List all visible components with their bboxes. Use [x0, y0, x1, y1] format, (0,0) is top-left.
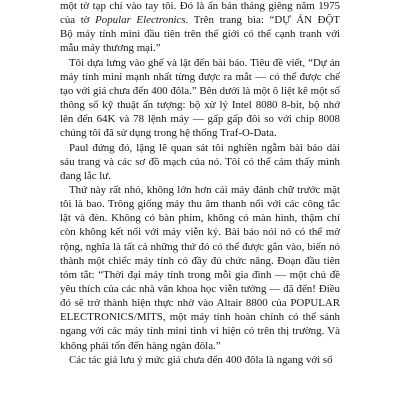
text-run: máy tính mini mạnh nhất từng được ra mắt — có thể được chế [60, 70, 340, 83]
text-line [60, 255, 340, 268]
text-run: . Trên trang bìa: “DỰ ÁN ĐỘT [185, 14, 340, 27]
text-run: thành một chiếc máy tính có đầy đủ chức năng. Đoạn đầu tiên [60, 254, 340, 267]
text-run: còn không kết nối với máy viễn ký. Bài báo nói nó có thể mở [60, 226, 340, 239]
text-run: chúng tôi đã sử dụng trong hệ thống Traf-O-Data. [60, 127, 277, 140]
text-run: thông số kỹ thuật ấn tượng: bộ xử lý Intel 8080 8-bit, bộ nhớ [60, 99, 340, 112]
text-run: đang lắc lư. [60, 169, 111, 182]
text-run: rộng, nghĩa là tất cả những thứ đó có thể được gắn vào, biến nó [60, 240, 340, 253]
text-line [69, 57, 340, 70]
text-run: đó sẽ trở thành hiện thực nhờ vào Altair 8800 của POPULAR [60, 297, 340, 310]
text-run: Thứ này rất nhỏ, không lớn hơn cái máy đánh chữ trước mặt [69, 183, 340, 196]
text-run: của tờ [60, 14, 96, 27]
text-run: sáu trang và các sơ đồ mạch của nó. Tôi có thể cảm thấy mình [60, 155, 340, 168]
text-line [60, 283, 340, 296]
text-line [60, 99, 340, 112]
text-line [60, 297, 340, 310]
text-run: tôi là bao. Trông giống máy thu âm thanh nổi với các công tắc [60, 198, 340, 211]
text-line [60, 156, 340, 169]
text-run: yêu thích của các nhà văn khoa học viễn tưởng — đã đến! Điều [60, 283, 340, 295]
text-run: ELECTRONICS/MITS, một máy tính hoàn chỉnh có thể sánh [60, 311, 340, 324]
text-line [60, 28, 340, 41]
text-run: Các tác giả lưu ý mức giá chưa đến 400 đôla là ngang với số [69, 353, 333, 366]
text-run: Tôi dựa lưng vào ghế và lật đến bài báo. Tiêu đề viết, “Dự án [69, 56, 340, 69]
text-run: tạo với giá chưa đến 400 đôla.” Bên dưới là một ô liệt kê một số [60, 84, 340, 97]
text-run: tóm tắt: “Thời đại máy tính trong mỗi gia đình — một chủ đề [60, 268, 340, 281]
text-line [60, 226, 340, 239]
text-line [60, 14, 340, 27]
text-run: Paul đứng đó, lặng lẽ quan sát tôi nghiền ngẫm bài báo dài [69, 141, 340, 154]
text-line [60, 198, 340, 211]
text-line [60, 71, 340, 84]
text-line [60, 0, 340, 13]
text-line [69, 184, 340, 197]
text-line [60, 212, 340, 225]
text-line [60, 170, 111, 183]
text-run: một tờ tạp chí vào tay tôi. Đó là ấn bản tháng giêng năm 1975 [60, 0, 340, 12]
text-line [60, 85, 340, 98]
text-line [60, 113, 340, 126]
text-run: lên đến 64K và 78 lệnh máy — gấp gấp đôi so với chip 8008 [60, 113, 340, 126]
text-run: lật và đèn. Không có bàn phím, không có màn hình, thậm chí [60, 212, 340, 225]
text-run: ngang với các máy tính mini tinh vi hiện có trên thị trường. Và [60, 325, 340, 338]
text-line [69, 354, 333, 367]
italic-text: Popular Electronics [95, 14, 186, 27]
text-run: Bộ máy tính mini đầu tiên trên thế giới có thể cạnh tranh với [60, 28, 340, 41]
text-line [60, 42, 161, 55]
text-line [60, 311, 340, 324]
text-run: không phải tốn đến hàng ngàn đôla.” [60, 339, 221, 352]
text-line [60, 325, 340, 338]
text-line [60, 269, 340, 282]
text-run: mẫu máy thương mại.” [60, 42, 161, 55]
text-line [60, 241, 340, 254]
text-line [69, 142, 340, 155]
text-line [60, 340, 221, 353]
text-line [60, 127, 277, 140]
book-page [60, 0, 340, 400]
